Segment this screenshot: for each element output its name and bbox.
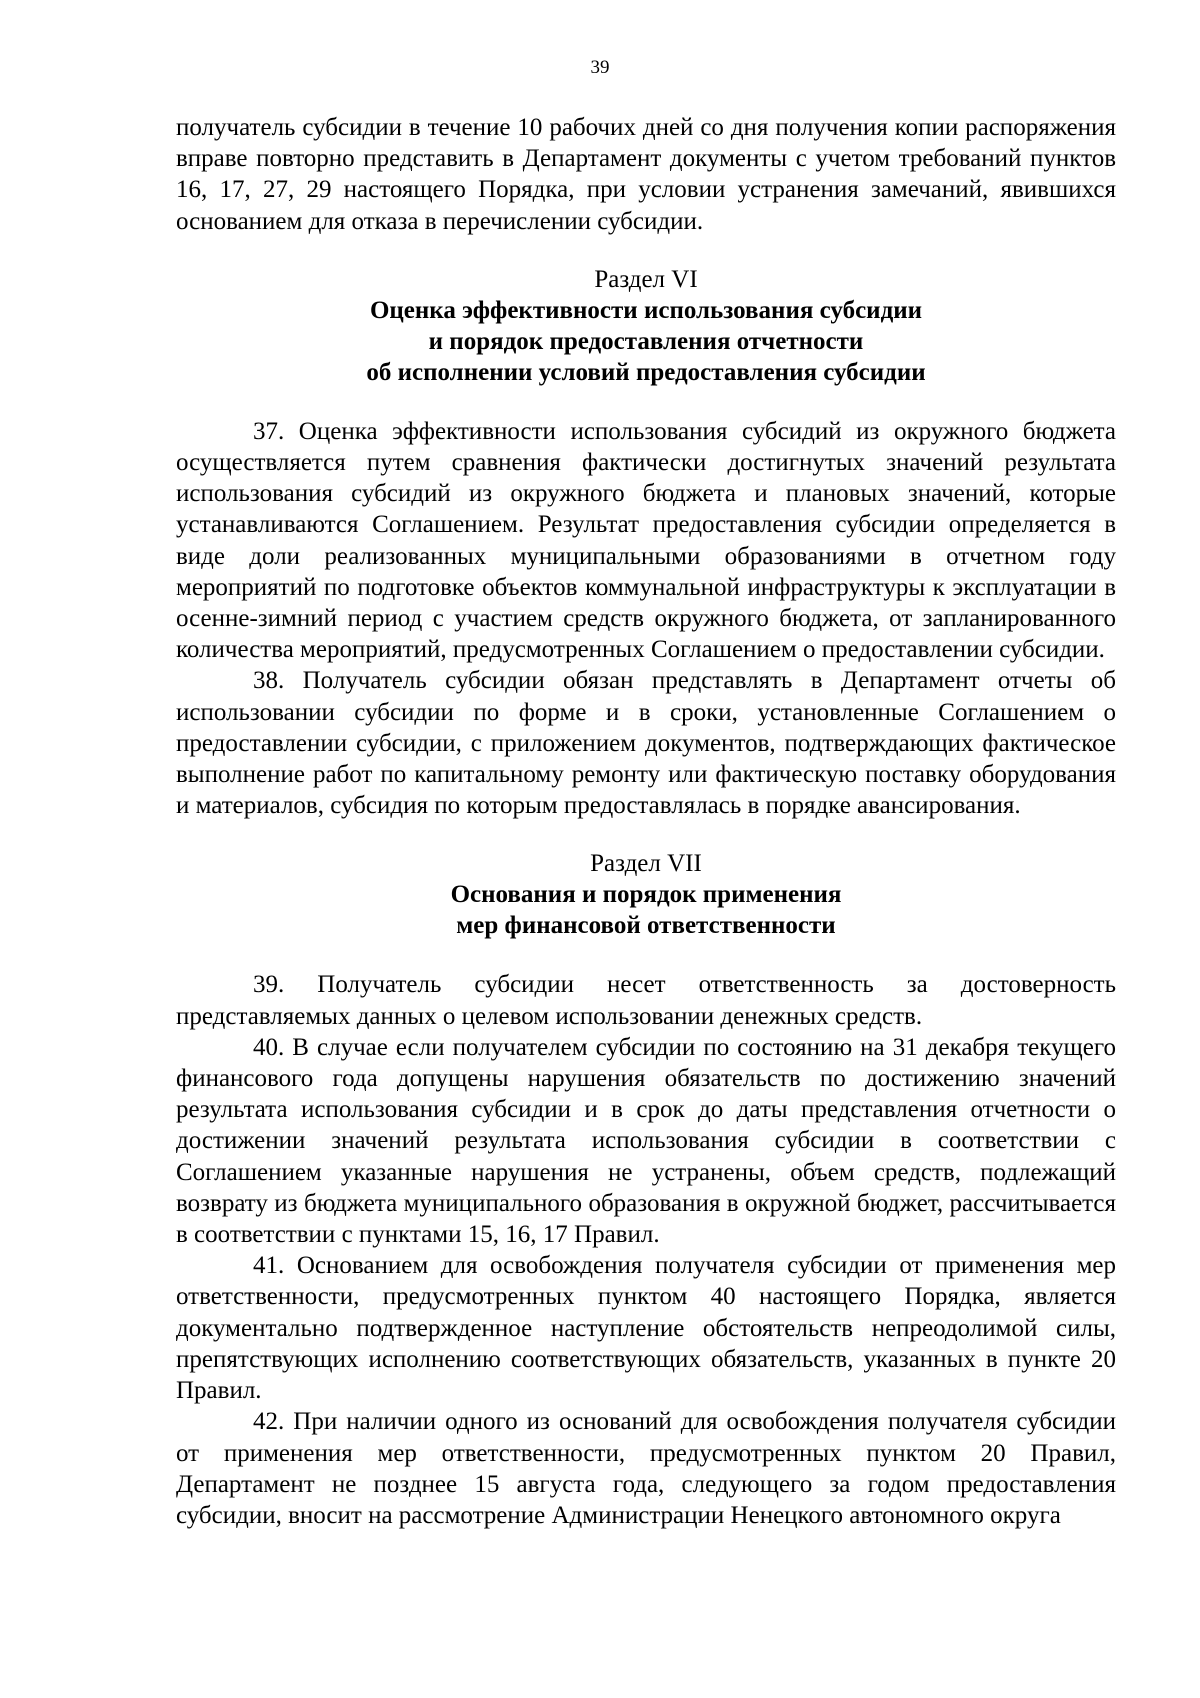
paragraph-39: 39. Получатель субсидии несет ответственность за достоверность представляемых данных о целевом использовании денежных средств. [176, 971, 1116, 1030]
section-6-heading [176, 264, 1116, 388]
document-body [176, 112, 1116, 1531]
paragraph-37: 37. Оценка эффективности использования субсидий из окружного бюджета осуществляется путем сравнения фактически достигнутых значений результата использования субсидий из окружного бюджета и плановых значений, которые устанавливаются Соглашением. Результат предоставления субсидии определяется в виде доли реализованных муниципальными образованиями в отчетном году мероприятий по подготовке объектов коммунальной инфраструктуры к эксплуатации в осенне-зимний период с участием средств окружного бюджета, от запланированного количества мероприятий, предусмотренных Соглашением о предоставлении субсидии. [176, 417, 1116, 664]
section-6-label: Раздел VI [594, 265, 698, 293]
section-7-heading [176, 848, 1116, 941]
paragraph-41: 41. Основанием для освобождения получателя субсидии от применения мер ответственности, предусмотренных пунктом 40 настоящего Порядка, является документально подтвержденное наступление обстоятельств непреодолимой силы, препятствующих исполнению соответствующих обязательств, указанных в пункте 20 Правил. [176, 1252, 1116, 1405]
section-6-title-line-1: Оценка эффективности использования субсидии [369, 296, 923, 324]
section-6-title-line-2: и порядок предоставления отчетности [428, 327, 864, 355]
section-7-label: Раздел VII [590, 850, 702, 878]
page-number: 39 [590, 57, 610, 78]
paragraph-40: 40. В случае если получателем субсидии по состоянию на 31 декабря текущего финансового года допущены нарушения обязательств по достижению значений результата использования субсидии и в срок до даты представления отчетности о достижении значений результата использования субсидии в соответствии с Соглашением указанные нарушения не устранены, объем средств, подлежащий возврату из бюджета муниципального образования в окружной бюджет, рассчитывается в соответствии с пунктами 15, 16, 17 Правил. [176, 1033, 1116, 1249]
section-7-title-line-1: Основания и порядок применения [450, 881, 842, 909]
paragraph-38: 38. Получатель субсидии обязан представлять в Департамент отчеты об использовании субсидии по форме и в сроки, установленные Соглашением о предоставлении субсидии, с приложением документов, подтверждающих фактическое выполнение работ по капитальному ремонту или фактическую поставку оборудования и материалов, субсидия по которым предоставлялась в порядке авансирования. [176, 667, 1116, 820]
paragraph-42: 42. При наличии одного из оснований для освобождения получателя субсидии от применения мер ответственности, предусмотренных пунктом 20 Правил, Департамент не позднее 15 августа года, следующего за годом предоставления субсидии, вносит на рассмотрение Администрации Ненецкого автономного округа [176, 1408, 1116, 1529]
section-7-title-line-2: мер финансовой ответственности [456, 912, 836, 940]
section-6-title-line-3: об исполнении условий предоставления субсидии [366, 358, 926, 386]
intro-paragraph: получатель субсидии в течение 10 рабочих дней со дня получения копии распоряжения вправе повторно представить в Департамент документы с учетом требований пунктов 16, 17, 27, 29 настоящего Порядка, при условии устранения замечаний, явившихся основанием для отказа в перечислении субсидии. [176, 114, 1116, 235]
